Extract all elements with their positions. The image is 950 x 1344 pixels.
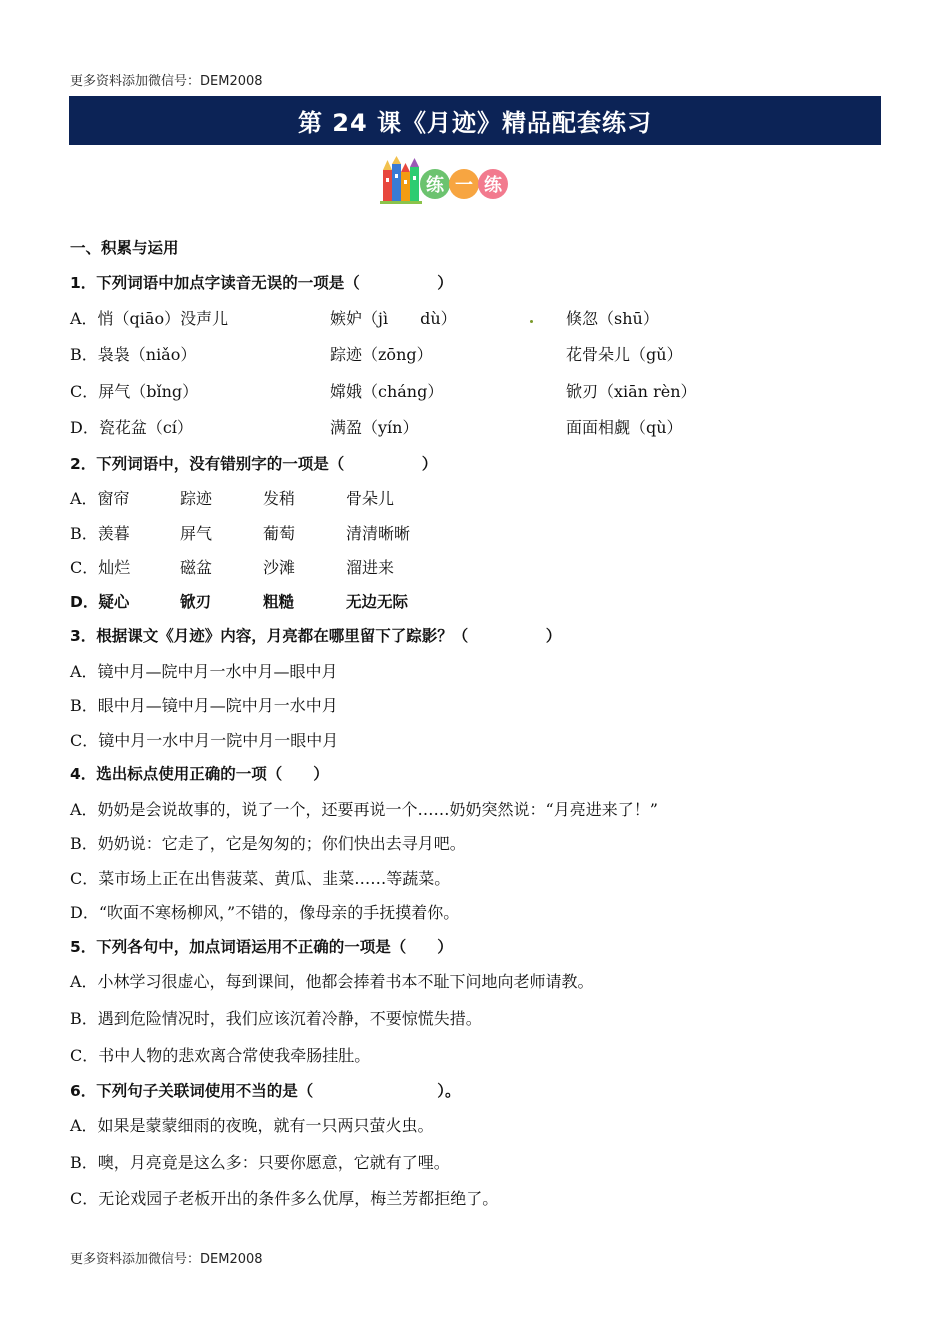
q1-option-c-3: 锨刃（xiān rèn）	[566, 382, 697, 401]
q2-b-4: 清清晰晰	[346, 524, 411, 543]
q2-c-1: C．灿烂	[70, 558, 131, 577]
q3-option-b: B．眼中月—镜中月—院中月一水中月	[70, 696, 338, 715]
q2-b-1: B．羡暮	[70, 524, 130, 543]
q6-option-a: A．如果是蒙蒙细雨的夜晚，就有一只两只萤火虫。	[70, 1116, 434, 1135]
q1-option-a-1: A．悄（qiāo）没声儿	[70, 309, 229, 328]
q2-a-4: 骨朵儿	[346, 489, 395, 508]
logo-char-3: 练	[484, 175, 502, 196]
q1-option-d-2: 满盈（yín）	[330, 418, 419, 437]
q2-c-2: 磁盆	[180, 558, 213, 577]
q5-option-b: B．遇到危险情况时，我们应该沉着冷静，不要惊慌失措。	[70, 1009, 482, 1028]
q2-d-1: D．疑心	[70, 593, 130, 611]
q2-b-3: 葡萄	[263, 524, 296, 543]
q1-option-b-2: 踪迹（zōng）	[330, 345, 433, 364]
title-banner	[69, 96, 881, 145]
q6-option-c: C．无论戏园子老板开出的条件多么优厚，梅兰芳都拒绝了。	[70, 1189, 499, 1208]
q4-option-c: C．菜市场上正在出售菠菜、黄瓜、韭菜……等蔬菜。	[70, 869, 451, 888]
q1-option-c-2: 嫦娥（cháng）	[330, 382, 444, 401]
q5-option-a: A．小林学习很虚心，每到课间，他都会捧着书本不耻下问地向老师请教。	[70, 972, 594, 991]
pencil-buildings-icon	[380, 156, 422, 204]
footer-note: 更多资料添加微信号：DEM2008	[70, 1252, 263, 1267]
q2-d-4: 无边无际	[346, 593, 409, 611]
q2-a-3: 发稍	[263, 489, 296, 508]
q3-option-a: A．镜中月—院中月一水中月—眼中月	[70, 662, 338, 681]
q1-option-a-3: 倏忽（shū）	[566, 309, 659, 328]
section-heading: 一、积累与运用	[70, 239, 179, 257]
q1-option-b-1: B．袅袅（niǎo）	[70, 345, 197, 364]
q2-d-2: 锨刃	[180, 593, 212, 611]
practice-logo	[380, 156, 515, 206]
q4-option-a: A．奶奶是会说故事的，说了一个，还要再说一个……奶奶突然说：“月亮进来了！”	[70, 800, 658, 819]
q2-a-2: 踪迹	[180, 489, 213, 508]
q1-option-d-1: D．瓷花盆（cí）	[70, 418, 193, 437]
q1-option-d-3: 面面相觑（qù）	[566, 418, 683, 437]
q3-option-c: C．镜中月一水中月一院中月一眼中月	[70, 731, 339, 750]
logo-char-2: 一	[455, 175, 473, 196]
question-3-stem: 3．根据课文《月迹》内容，月亮都在哪里留下了踪影？（ ）	[70, 627, 562, 645]
question-5-stem: 5．下列各句中，加点词语运用不正确的一项是（ ）	[70, 938, 453, 956]
speck	[530, 320, 533, 323]
question-2-stem: 2．下列词语中，没有错别字的一项是（ ）	[70, 455, 438, 473]
q6-option-b: B．噢，月亮竟是这么多：只要你愿意，它就有了哩。	[70, 1153, 450, 1172]
q2-a-1: A．窗帘	[70, 489, 130, 508]
q2-c-4: 溜进来	[346, 558, 395, 577]
q4-option-b: B．奶奶说：它走了，它是匆匆的；你们快出去寻月吧。	[70, 834, 466, 853]
q5-option-c: C．书中人物的悲欢离合常使我牵肠挂肚。	[70, 1046, 371, 1065]
question-1-stem: 1．下列词语中加点字读音无误的一项是（ ）	[70, 274, 453, 292]
q4-option-d: D．“吹面不寒杨柳风，”不错的，像母亲的手抚摸着你。	[70, 903, 460, 922]
logo-char-1: 练	[426, 175, 444, 196]
q1-option-a-2: 嫉妒（jì dù）	[330, 309, 457, 328]
q2-d-3: 粗糙	[263, 593, 295, 611]
question-4-stem: 4．选出标点使用正确的一项（ ）	[70, 765, 329, 783]
q2-c-3: 沙滩	[263, 558, 296, 577]
header-note: 更多资料添加微信号：DEM2008	[70, 74, 263, 89]
q2-b-2: 屏气	[180, 524, 213, 543]
q1-option-c-1: C．屏气（bǐng）	[70, 382, 199, 401]
page-title: 第 24 课《月迹》精品配套练习	[297, 109, 653, 137]
q1-option-b-3: 花骨朵儿（gǔ）	[566, 345, 683, 364]
question-6-stem: 6．下列句子关联词使用不当的是（ ）。	[70, 1082, 461, 1100]
